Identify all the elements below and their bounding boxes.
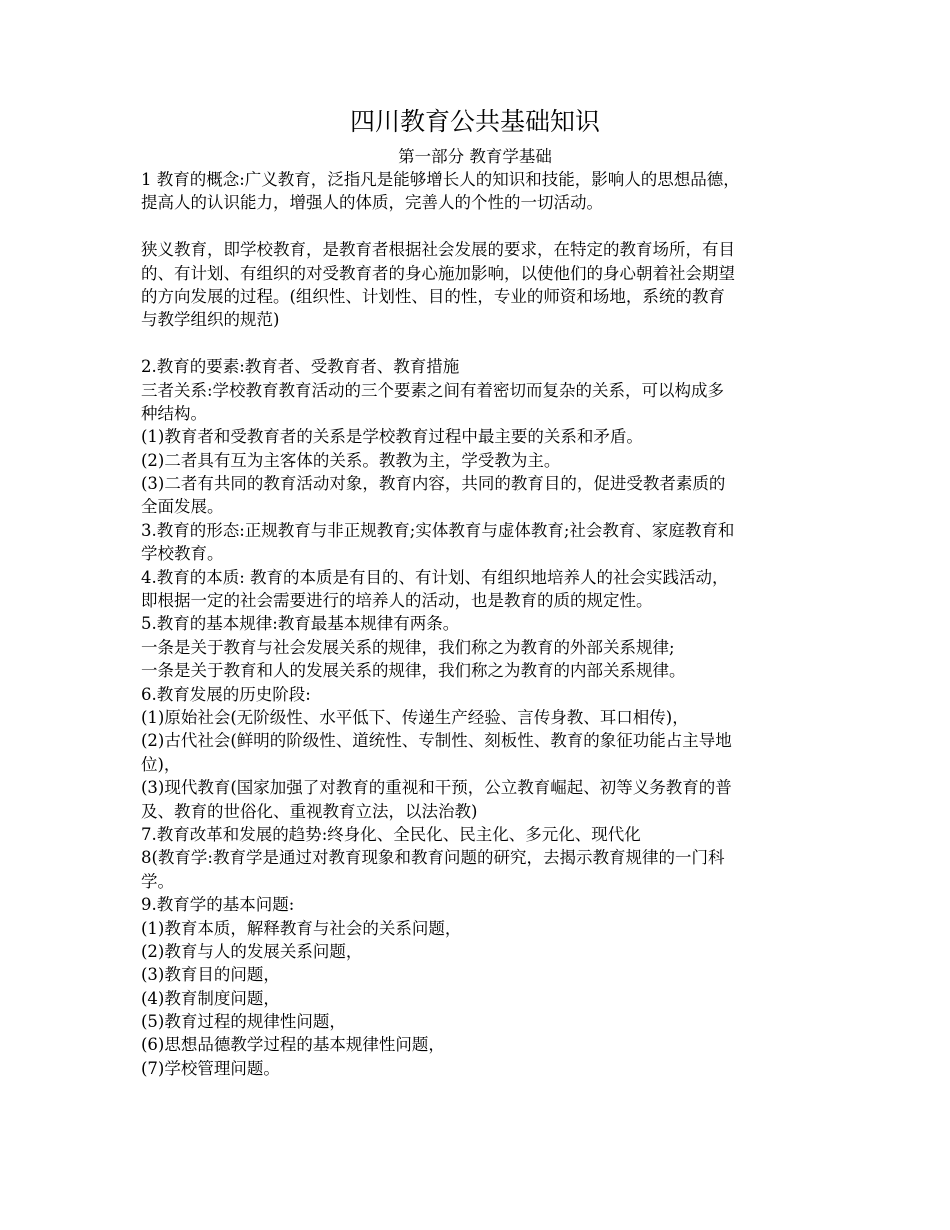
- text-line: 种结构。: [141, 403, 207, 423]
- text-line: 8(教育学:教育学是通过对教育现象和教育问题的研究，去揭示教育规律的一门科: [141, 848, 725, 868]
- text-line: (3)二者有共同的教育活动对象，教育内容，共同的教育目的，促进受教者素质的: [141, 474, 726, 494]
- text-line: (2)古代社会(鲜明的阶级性、道统性、专制性、刻板性、教育的象征功能占主导地: [141, 731, 732, 751]
- document-subtitle: 第一部分 教育学基础: [398, 147, 552, 166]
- text-line: 即根据一定的社会需要进行的培养人的活动，也是教育的质的规定性。: [141, 591, 653, 611]
- blank-line: [141, 332, 821, 355]
- text-line: (1)教育本质，解释教育与社会的关系问题，: [141, 918, 462, 938]
- text-line: 学。: [141, 871, 174, 891]
- text-line: (6)思想品德教学过程的基本规律性问题，: [141, 1035, 445, 1055]
- text-line: (2)二者具有互为主客体的关系。教教为主，学受教为主。: [141, 450, 561, 470]
- text-line: 2.教育的要素:教育者、受教育者、教育措施: [141, 357, 460, 377]
- text-line: 位)，: [141, 754, 181, 774]
- text-line: 学校教育。: [141, 544, 224, 564]
- text-line: (3)现代教育(国家加强了对教育的重视和干预，公立教育崛起、初等义务教育的普: [141, 778, 732, 798]
- text-line: 全面发展。: [141, 497, 224, 517]
- text-line: (4)教育制度问题，: [141, 988, 280, 1008]
- text-line: (5)教育过程的规律性问题，: [141, 1012, 346, 1032]
- document-body: [141, 168, 821, 1080]
- text-line: 一条是关于教育和人的发展关系的规律，我们称之为教育的内部关系规律。: [141, 661, 686, 681]
- text-line: (7)学校管理问题。: [141, 1058, 280, 1078]
- text-line: 1 教育的概念:广义教育，泛指凡是能够增长人的知识和技能，影响人的思想品德，: [141, 170, 740, 189]
- text-line: 6.教育发展的历史阶段:: [141, 684, 311, 704]
- text-line: 的、有计划、有组织的对受教育者的身心施加影响，以使他们的身心朝着社会期望: [141, 263, 735, 283]
- text-line: 7.教育改革和发展的趋势:终身化、全民化、民主化、多元化、现代化: [141, 824, 641, 844]
- text-line: 的方向发展的过程。(组织性、计划性、目的性，专业的师资和场地，系统的教育: [141, 286, 725, 306]
- text-line: 狭义教育，即学校教育，是教育者根据社会发展的要求，在特定的教育场所，有目: [141, 240, 735, 260]
- text-line: (3)教育目的问题，: [141, 965, 280, 985]
- text-line: 三者关系:学校教育教育活动的三个要素之间有着密切而复杂的关系，可以构成多: [141, 380, 725, 400]
- text-line: 一条是关于教育与社会发展关系的规律，我们称之为教育的外部关系规律;: [141, 637, 675, 657]
- blank-line: [141, 215, 821, 238]
- text-line: 及、教育的世俗化、重视教育立法，以法治教): [141, 801, 478, 821]
- text-line: 3.教育的形态:正规教育与非正规教育;实体教育与虚体教育;社会教育、家庭教育和: [141, 520, 735, 540]
- text-line: (1)教育者和受教育者的关系是学校教育过程中最主要的关系和矛盾。: [141, 427, 643, 447]
- text-line: 4.教育的本质: 教育的本质是有目的、有计划、有组织地培养人的社会实践活动，: [141, 567, 729, 587]
- text-line: 与教学组织的规范): [141, 310, 280, 330]
- text-line: 9.教育学的基本问题:: [141, 895, 295, 915]
- text-line: (1)原始社会(无阶级性、水平低下、传递生产经验、言传身教、耳口相传)，: [141, 707, 689, 727]
- text-line: (2)教育与人的发展关系问题，: [141, 941, 363, 961]
- text-line: 5.教育的基本规律:教育最基本规律有两条。: [141, 614, 460, 634]
- document-title: 四川教育公共基础知识: [349, 107, 600, 136]
- text-line: 提高人的认识能力，增强人的体质，完善人的个性的一切活动。: [141, 193, 603, 213]
